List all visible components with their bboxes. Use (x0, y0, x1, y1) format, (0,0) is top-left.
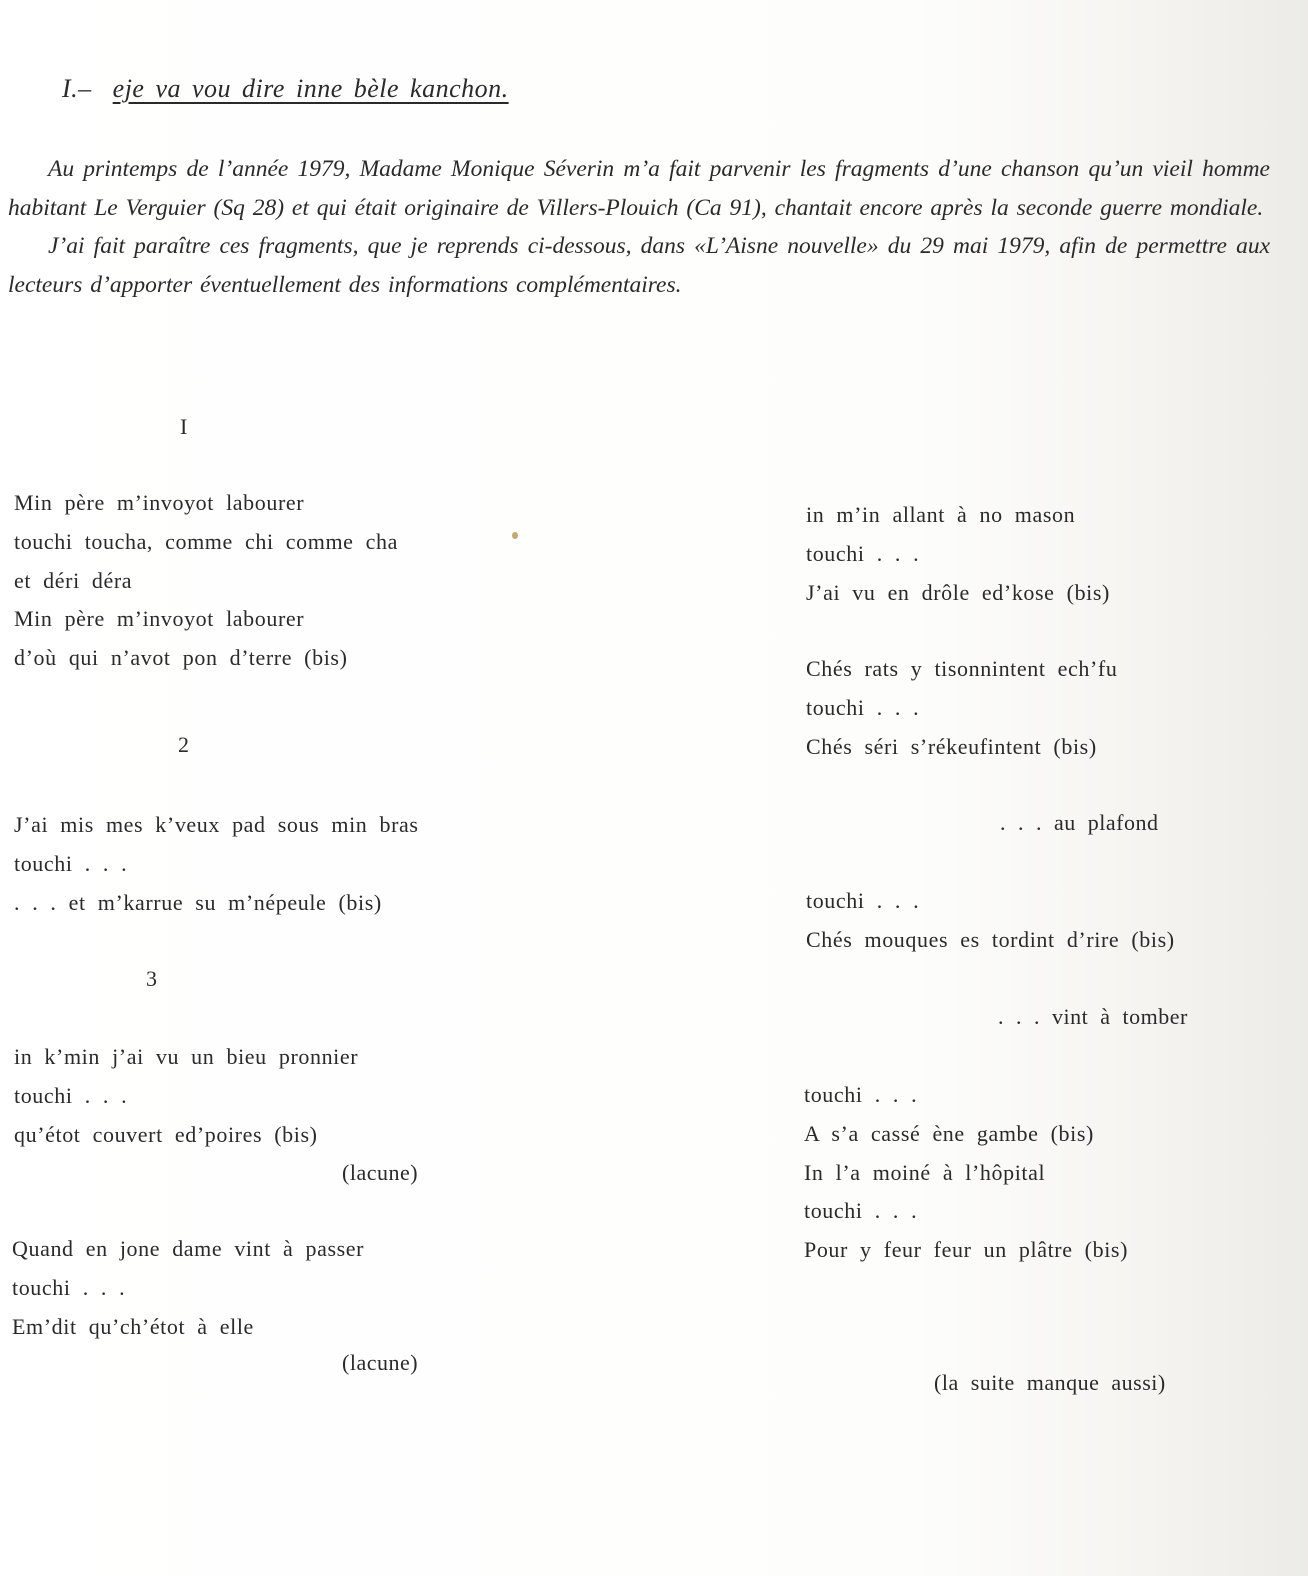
intro-text (8, 150, 1270, 304)
verse-line: in m’in allant à no mason (806, 502, 1076, 527)
stanza-number-3: 3 (146, 966, 158, 991)
verse-line: touchi toucha, comme chi comme cha (14, 528, 398, 554)
verse-line: touchi . . . (806, 888, 920, 913)
right-fragment-2: . . . vint à tomber (998, 1004, 1188, 1029)
paper-speck (512, 532, 518, 539)
verse-line: qu’étot couvert ed’poires (bis) (14, 1121, 318, 1147)
intro-paragraph-2: J’ai fait paraître ces fragments, que je reprends ci-dessous, dans «L’Aisne nouvelle» du 29 mai 1979, afin de permettre aux lecteurs d’apporter éventuellement des informations complémentaires. (8, 233, 1270, 298)
right-stanza-4 (804, 1076, 1128, 1270)
lacuna-note-1: (lacune) (342, 1160, 419, 1185)
left-stanza-3 (14, 1038, 358, 1154)
verse-line: touchi . . . (806, 540, 920, 566)
right-stanza-2 (806, 650, 1117, 766)
section-number: I.– (62, 74, 92, 103)
section-title: eje va vou dire inne bèle kanchon. (112, 74, 509, 103)
verse-line: Pour y feur feur un plâtre (bis) (804, 1237, 1129, 1263)
verse-line: Chés rats y tisonnintent ech’fu (806, 656, 1118, 681)
verse-line: In l’a moiné à l’hôpital (804, 1159, 1046, 1185)
intro-paragraph-1: Au printemps de l’année 1979, Madame Monique Séverin m’a fait parvenir les fragments d’une chanson qu’un vieil homme habitant Le Verguier (Sq 28) et qui était originaire de Villers-Plouich (Ca 91), chantait encore après la seconde guerre mondiale. (8, 156, 1270, 221)
verse-line: touchi . . . (806, 694, 920, 720)
verse-line: J’ai vu en drôle ed’kose (bis) (806, 579, 1110, 605)
stanza-number-2: 2 (178, 732, 190, 757)
verse-line: J’ai mis mes k’veux pad sous min bras (14, 812, 419, 837)
verse-line: Quand en jone dame vint à passer (12, 1236, 365, 1261)
right-stanza-1 (806, 496, 1110, 612)
ending-note: (la suite manque aussi) (934, 1370, 1166, 1395)
verse-line: Min père m’invoyot labourer (14, 490, 305, 515)
section-heading (62, 74, 509, 104)
left-stanza-2 (14, 806, 419, 922)
verse-line: Chés séri s’rékeufintent (bis) (806, 733, 1097, 759)
verse-line: touchi . . . (804, 1198, 918, 1224)
verse-line: touchi . . . (14, 850, 128, 876)
right-stanza-3 (806, 882, 1175, 960)
left-stanza-4 (12, 1230, 364, 1346)
verse-line: Em’dit qu’ch’étot à elle (12, 1313, 254, 1339)
verse-line: et déri déra (14, 567, 133, 593)
verse-line: Min père m’invoyot labourer (14, 606, 305, 632)
verse-line: in k’min j’ai vu un bieu pronnier (14, 1044, 359, 1069)
verse-line: touchi . . . (804, 1082, 918, 1107)
stanza-number-1: I (180, 414, 188, 439)
verse-line: touchi . . . (14, 1082, 128, 1108)
left-stanza-1 (14, 484, 398, 678)
verse-line: . . . et m’karrue su m’népeule (bis) (14, 889, 382, 915)
right-fragment-1: . . . au plafond (1000, 810, 1159, 835)
verse-line: d’où qui n’avot pon d’terre (bis) (14, 645, 348, 671)
verse-line: touchi . . . (12, 1274, 126, 1300)
verse-line: Chés mouques es tordint d’rire (bis) (806, 926, 1175, 952)
verse-line: A s’a cassé ène gambe (bis) (804, 1120, 1094, 1146)
lacuna-note-2: (lacune) (342, 1350, 419, 1375)
